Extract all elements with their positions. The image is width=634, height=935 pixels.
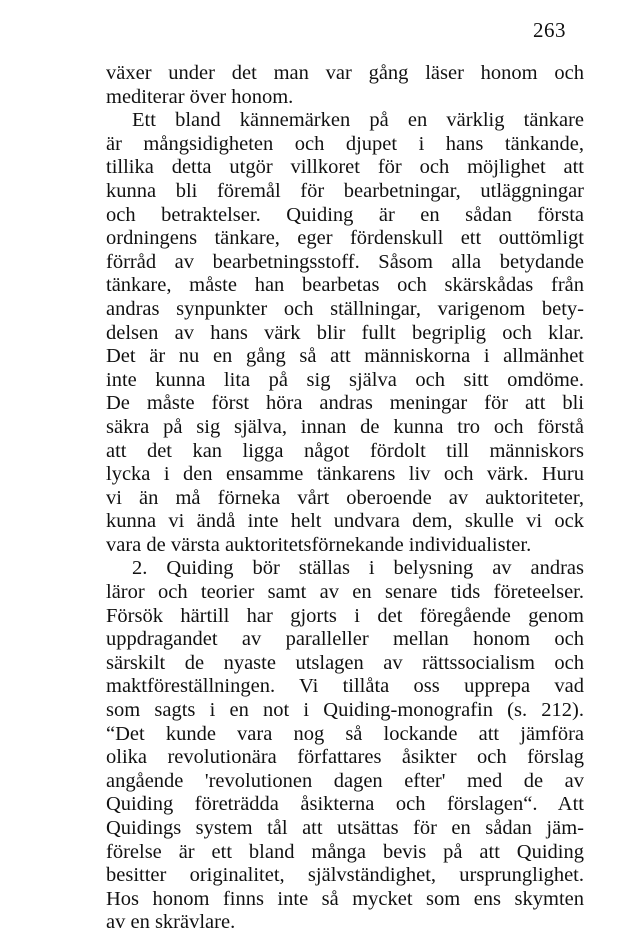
text-line: att det kan ligga något fördolt till människors [106,439,584,462]
text-line: förråd av bearbetningsstoff. Såsom alla betydande [106,250,584,273]
text-line: tänkare, måste han bearbetas och skärskådas från [106,274,584,297]
text-line: mediterar över honom. [106,85,294,108]
text-line: Hos honom finns inte så mycket som ens skymten [106,887,584,910]
text-line: och betraktelser. Quiding är en sådan första [106,203,584,226]
text-line: “Det kunde vara nog så lockande att jämföra [106,722,584,745]
text-line: vara de värsta auktoritetsförnekande individualister. [106,533,532,556]
paragraph-start-line: Ett bland kännemärken på en värklig tänkare [132,109,584,132]
text-line: De måste först höra andras meningar för att bli [106,392,584,415]
page-number: 263 [533,18,566,42]
text-line: förelse är ett bland många bevis på att Quiding [106,840,584,863]
text-line: tillika detta utgör villkoret för och möjlighet att [106,156,584,179]
text-line: vi än må förneka vårt oberoende av auktoriteter, [106,486,584,509]
text-line: lycka i den ensamme tänkarens liv och värk. Huru [106,463,584,486]
text-line: läror och teorier samt av en senare tids företeelser. [106,581,584,604]
body-text [106,62,584,935]
text-line: besitter originalitet, självständighet, ursprunglighet. [106,864,584,887]
text-line: Försök härtill har gjorts i det föregående genom [106,604,584,627]
text-line: Quiding företrädda åsikterna och förslagen“. Att [106,793,584,816]
text-line: särskilt de nyaste utslagen av rättssocialism och [106,651,584,674]
text-line: olika revolutionära författares åsikter och förslag [106,746,584,769]
text-line: växer under det man var gång läser honom och [106,62,584,84]
text-line: angående 'revolutionen dagen efter' med de av [106,769,584,792]
text-line: andras synpunkter och ställningar, varigenom bety- [106,297,584,320]
text-line: Det är nu en gång så att människorna i allmänhet [106,345,584,368]
text-line: maktföreställningen. Vi tillåta oss upprepa vad [106,675,584,698]
text-line: är mångsidigheten och djupet i hans tänkande, [106,132,584,155]
text-line: inte kunna lita på sig själva och sitt omdöme. [106,368,584,391]
text-line: kunna vi ändå inte helt undvara dem, skulle vi ock [106,510,584,533]
text-line: Quidings system tål att utsättas för en sådan jäm- [106,817,584,839]
text-line: delsen av hans värk blir fullt begriplig och klar. [106,321,584,344]
paragraph-start-line: 2. Quiding bör ställas i belysning av andras [132,557,584,580]
text-line: ordningens tänkare, eger fördenskull ett outtömligt [106,227,584,250]
text-line: av en skrävlare. [106,911,236,934]
text-line: kunna bli föremål för bearbetningar, utläggningar [106,179,584,202]
text-line: uppdragandet av paralleller mellan honom och [106,628,584,651]
text-line: som sagts i en not i Quiding-monografin (s. 212). [106,699,584,722]
text-line: säkra på sig själva, innan de kunna tro och förstå [106,415,584,438]
